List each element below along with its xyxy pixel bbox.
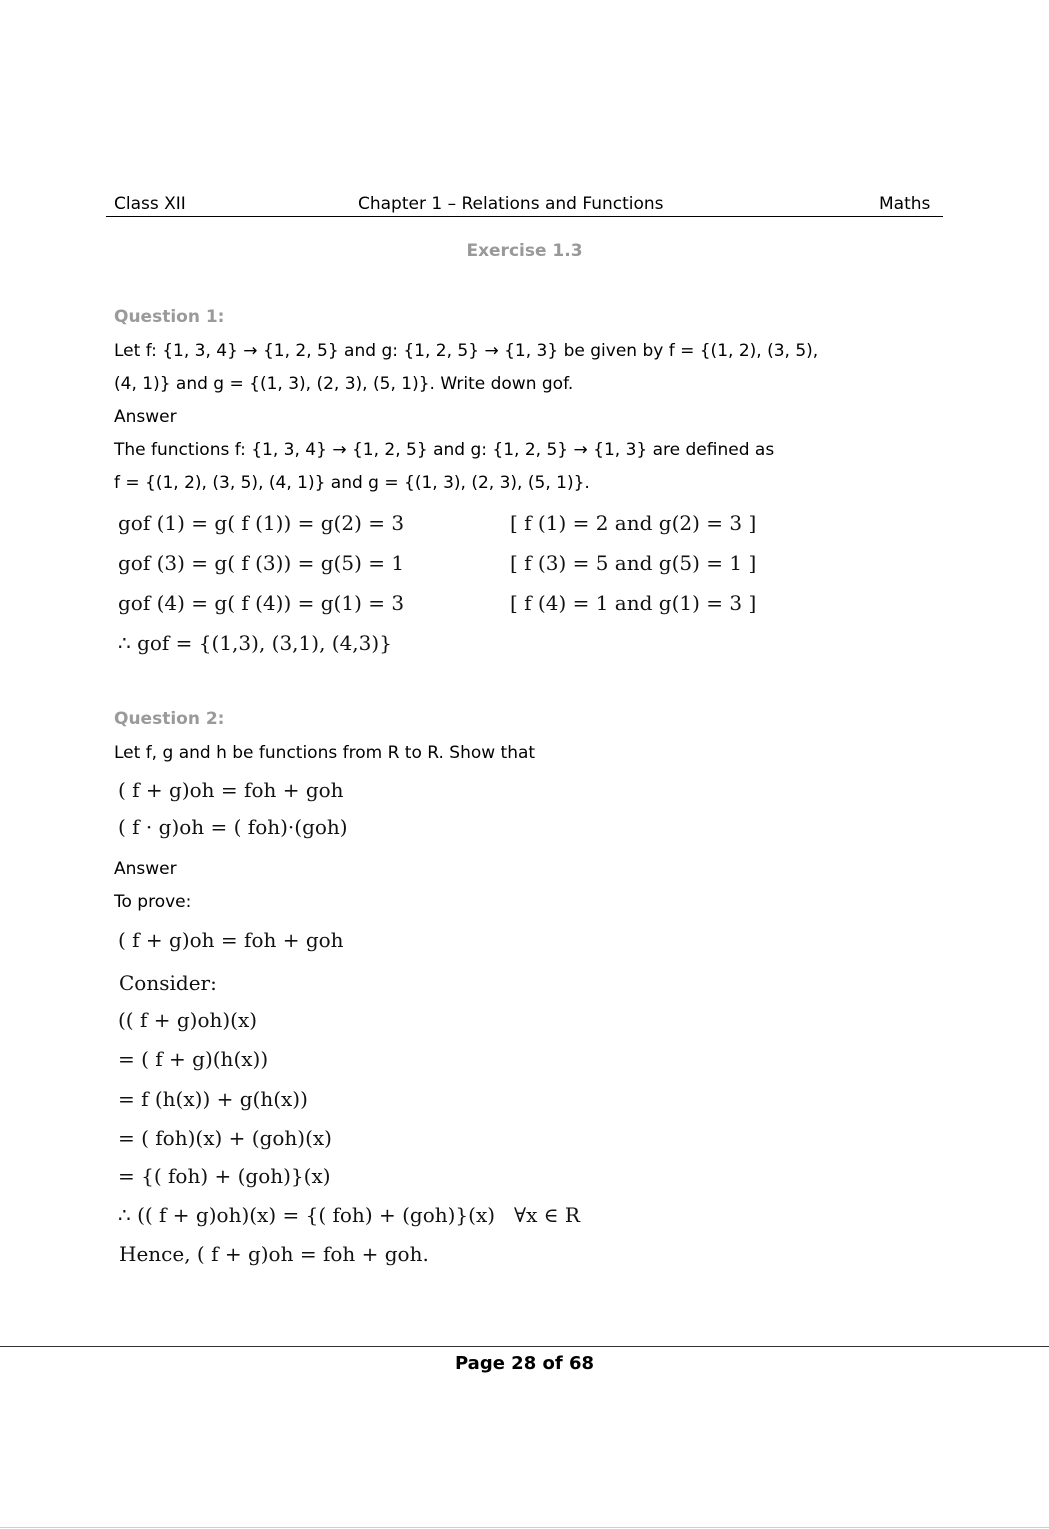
q2-to-prove: ( f + g)oh = foh + goh [118, 928, 344, 952]
question-1-title: Question 1: [114, 307, 225, 327]
header-chapter: Chapter 1 – Relations and Functions [358, 194, 664, 214]
header-class: Class XII [114, 194, 186, 214]
q1-conclusion: ∴ gof = {(1,3), (3,1), (4,3)} [118, 631, 392, 655]
q2-identity-2: ( f · g)oh = ( foh)·(goh) [118, 815, 348, 839]
q1-step-2-reason: [ f (3) = 5 and g(5) = 1 ] [510, 551, 757, 575]
q1-step-3-reason: [ f (4) = 1 and g(1) = 3 ] [510, 591, 757, 615]
footer-divider [0, 1346, 1049, 1347]
q2-proof-line-6: ∴ (( f + g)oh)(x) = {( foh) + (goh)}(x) [118, 1203, 496, 1227]
header-divider [106, 216, 943, 217]
q1-step-3-equation: gof (4) = g( f (4)) = g(1) = 3 [118, 591, 405, 615]
q1-step-1-equation: gof (1) = g( f (1)) = g(2) = 3 [118, 511, 405, 535]
q2-proof-line-2: = ( f + g)(h(x)) [118, 1047, 269, 1071]
q2-proof-line-3: = f (h(x)) + g(h(x)) [118, 1087, 308, 1111]
q2-proof-line-4: = ( foh)(x) + (goh)(x) [118, 1126, 332, 1150]
q2-identity-1: ( f + g)oh = foh + goh [118, 778, 344, 802]
exercise-title: Exercise 1.3 [466, 241, 583, 261]
question-2-to-prove-label: To prove: [114, 892, 192, 912]
q1-step-1-reason: [ f (1) = 2 and g(2) = 3 ] [510, 511, 757, 535]
question-1-text-line-2: (4, 1)} and g = {(1, 3), (2, 3), (5, 1)}. Write down gof. [114, 374, 574, 394]
question-1-answer-line-1: The functions f: {1, 3, 4} → {1, 2, 5} and g: {1, 2, 5} → {1, 3} are defined as [114, 440, 775, 460]
question-2-title: Question 2: [114, 709, 225, 729]
page-number: Page 28 of 68 [454, 1353, 595, 1374]
question-1-answer-line-2: f = {(1, 2), (3, 5), (4, 1)} and g = {(1, 3), (2, 3), (5, 1)}. [114, 473, 590, 493]
page-bottom-edge [0, 1527, 1049, 1528]
question-2-answer-label: Answer [114, 859, 177, 879]
q2-hence: Hence, ( f + g)oh = foh + goh. [119, 1242, 429, 1266]
question-1-text-line-1: Let f: {1, 3, 4} → {1, 2, 5} and g: {1, 2, 5} → {1, 3} be given by f = {(1, 2), (3, 5), [114, 341, 819, 361]
q2-proof-line-5: = {( foh) + (goh)}(x) [118, 1164, 331, 1188]
q2-consider-label: Consider: [119, 971, 217, 995]
q1-step-2-equation: gof (3) = g( f (3)) = g(5) = 1 [118, 551, 405, 575]
question-2-statement: Let f, g and h be functions from R to R. Show that [114, 743, 536, 763]
q2-proof-line-1: (( f + g)oh)(x) [118, 1008, 258, 1032]
question-1-answer-label: Answer [114, 407, 177, 427]
q2-forall-note: ∀x ∈ R [514, 1203, 580, 1227]
header-subject: Maths [879, 194, 931, 214]
